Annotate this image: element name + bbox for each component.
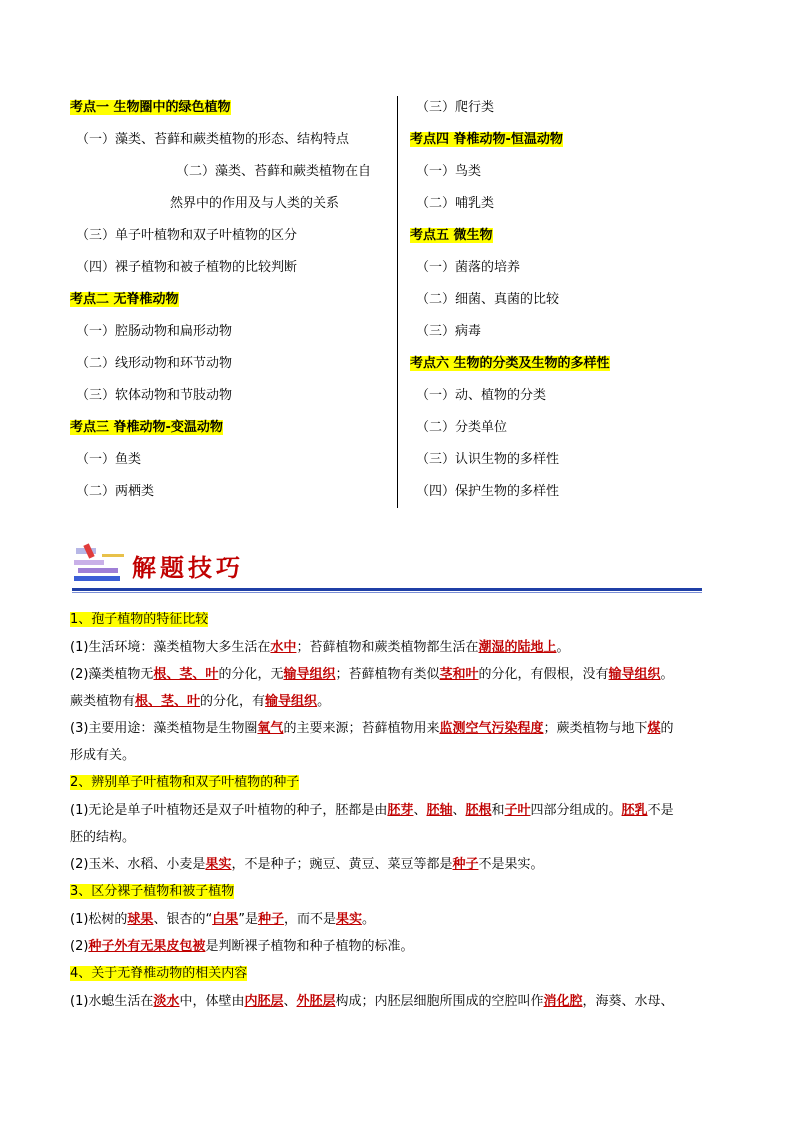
toc-subtopic (410, 380, 740, 412)
toc-text: 考点二 无脊椎动物 (70, 292, 179, 307)
tip-paragraph (70, 851, 730, 878)
text-run: 的分化，有 (200, 694, 266, 709)
toc-text: （二）两栖类 (76, 484, 155, 499)
toc-topic-heading (410, 348, 740, 380)
key-term: 子叶 (504, 803, 531, 818)
text-run: (2)玉米、水稻、小麦是 (70, 857, 206, 872)
text-run: 、 (283, 994, 297, 1009)
toc-topic-heading (410, 220, 740, 252)
key-term: 输导组织 (265, 694, 318, 709)
key-term: 氧气 (257, 721, 284, 736)
key-term: 胚根 (465, 803, 492, 818)
banner-title: 解题技巧 (132, 553, 244, 582)
text-run: ，海葵、水母、 (582, 994, 674, 1009)
key-term: 煤 (647, 721, 661, 736)
text-run: 的 (660, 721, 674, 736)
key-term: 茎和叶 (439, 667, 479, 682)
key-term: 监测空气污染程度 (439, 721, 544, 736)
key-term: 种子 (452, 857, 479, 872)
toc-subtopic (70, 316, 395, 348)
key-term: 果实 (335, 912, 362, 927)
text-run: 。 (556, 640, 570, 655)
toc-subtopic (70, 476, 395, 508)
toc-text: 考点六 生物的分类及生物的多样性 (410, 356, 610, 371)
tip-heading-text: 4、关于无脊椎动物的相关内容 (70, 966, 248, 981)
text-run: 。 (317, 694, 331, 709)
tip-paragraph (70, 634, 730, 661)
text-run: ，而不是 (283, 912, 336, 927)
key-term: 消化腔 (543, 994, 583, 1009)
toc-subtopic (410, 92, 740, 124)
banner-rule-thin (72, 592, 702, 593)
text-run: 的分化，无 (218, 667, 284, 682)
toc-text: （二）线形动物和环节动物 (76, 356, 233, 371)
text-run: (1)水螅生活在 (70, 994, 154, 1009)
toc-text: （一）动、植物的分类 (416, 388, 547, 403)
toc-text: （一）鸟类 (416, 164, 482, 179)
toc-right-column (410, 92, 740, 508)
text-run: 四部分组成的。 (530, 803, 622, 818)
text-run: 、 (452, 803, 466, 818)
toc-text: （三）单子叶植物和双子叶植物的区分 (76, 228, 298, 243)
toc-section (0, 92, 794, 512)
toc-text: （三）爬行类 (416, 100, 495, 115)
toc-text: （三）软体动物和节肢动物 (76, 388, 233, 403)
text-run: (1)松树的 (70, 912, 128, 927)
text-run: 中，体壁由 (179, 994, 245, 1009)
toc-text: 然界中的作用及与人类的关系 (170, 196, 340, 211)
toc-subtopic (410, 284, 740, 316)
text-run: 不是 (647, 803, 674, 818)
text-run: 构成；内胚层细胞所围成的空腔叫作 (335, 994, 544, 1009)
tip-heading-text: 3、区分裸子植物和被子植物 (70, 884, 235, 899)
toc-topic-heading (70, 412, 395, 444)
toc-text: 考点三 脊椎动物-变温动物 (70, 420, 223, 435)
text-run: ，不是种子；豌豆、黄豆、菜豆等都是 (231, 857, 453, 872)
toc-text: （二）细菌、真菌的比较 (416, 292, 560, 307)
text-run: 的分化，有假根，没有 (478, 667, 609, 682)
tip-paragraph (70, 715, 730, 742)
key-term: 外胚层 (296, 994, 336, 1009)
section-banner (72, 540, 702, 592)
toc-text: 考点五 微生物 (410, 228, 493, 243)
toc-subtopic (410, 476, 740, 508)
book-stack-icon (72, 540, 126, 586)
text-run: 和 (491, 803, 505, 818)
toc-text: （四）裸子植物和被子植物的比较判断 (76, 260, 298, 275)
toc-text: （三）认识生物的多样性 (416, 452, 560, 467)
text-run: (1)无论是单子叶植物还是双子叶植物的种子，胚都是由 (70, 803, 388, 818)
toc-text: （二）哺乳类 (416, 196, 495, 211)
key-term: 根、茎、叶 (153, 667, 219, 682)
toc-text: （二）分类单位 (416, 420, 508, 435)
tip-paragraph (70, 661, 730, 688)
toc-text: 考点一 生物圈中的绿色植物 (70, 100, 231, 115)
tips-section (70, 606, 730, 1015)
text-run: 。 (660, 667, 674, 682)
toc-text: （一）鱼类 (76, 452, 142, 467)
toc-text: （四）保护生物的多样性 (416, 484, 560, 499)
key-term: 淡水 (153, 994, 180, 1009)
key-term: 胚芽 (387, 803, 414, 818)
text-run: ”是 (238, 912, 258, 927)
key-term: 水中 (270, 640, 297, 655)
toc-subtopic (70, 252, 395, 284)
tip-paragraph (70, 933, 730, 960)
toc-topic-heading (70, 284, 395, 316)
key-term: 白果 (212, 912, 239, 927)
toc-text: （一）藻类、苔藓和蕨类植物的形态、结构特点 (76, 132, 350, 147)
toc-subtopic (70, 156, 395, 188)
key-term: 潮湿的陆地上 (478, 640, 557, 655)
key-term: 内胚层 (244, 994, 284, 1009)
toc-text: （三）病毒 (416, 324, 482, 339)
toc-text: （一）腔肠动物和扁形动物 (76, 324, 233, 339)
tip-heading (70, 880, 730, 904)
key-term: 输导组织 (283, 667, 336, 682)
key-term: 球果 (127, 912, 154, 927)
toc-left-column (70, 92, 395, 508)
text-run: ；蕨类植物与地下 (543, 721, 648, 736)
tip-heading (70, 771, 730, 795)
tip-heading-text: 2、辨别单子叶植物和双子叶植物的种子 (70, 775, 300, 790)
toc-subtopic (410, 412, 740, 444)
text-run: 蕨类植物有 (70, 694, 136, 709)
tip-paragraph (70, 824, 730, 851)
toc-subtopic (410, 156, 740, 188)
tip-paragraph (70, 988, 730, 1015)
key-term: 胚乳 (621, 803, 648, 818)
text-run: 不是果实。 (478, 857, 544, 872)
toc-subtopic (70, 188, 395, 220)
toc-subtopic (410, 444, 740, 476)
column-divider (397, 96, 398, 508)
text-run: (3)主要用途：藻类植物是生物圈 (70, 721, 258, 736)
tip-heading-text: 1、孢子植物的特征比较 (70, 612, 209, 627)
tip-paragraph (70, 906, 730, 933)
toc-subtopic (70, 348, 395, 380)
tip-heading (70, 962, 730, 986)
text-run: ；苔藓植物和蕨类植物都生活在 (296, 640, 479, 655)
text-run: 的主要来源；苔藓植物用来 (283, 721, 440, 736)
toc-subtopic (410, 252, 740, 284)
key-term: 种子外有无果皮包被 (88, 939, 206, 954)
text-run: (1)生活环境：藻类植物大多生活在 (70, 640, 271, 655)
key-term: 根、茎、叶 (135, 694, 201, 709)
text-run: 。 (362, 912, 376, 927)
text-run: ；苔藓植物有类似 (335, 667, 440, 682)
key-term: 胚轴 (426, 803, 453, 818)
toc-subtopic (70, 444, 395, 476)
toc-text: 考点四 脊椎动物-恒温动物 (410, 132, 563, 147)
key-term: 种子 (257, 912, 284, 927)
banner-rule (72, 588, 702, 591)
text-run: 、银杏的“ (153, 912, 213, 927)
key-term: 果实 (205, 857, 232, 872)
toc-subtopic (410, 188, 740, 220)
text-run: 胚的结构。 (70, 830, 136, 845)
tip-paragraph (70, 688, 730, 715)
key-term: 输导组织 (608, 667, 661, 682)
toc-text: （二）藻类、苔藓和蕨类植物在自 (176, 164, 372, 179)
tip-paragraph (70, 797, 730, 824)
text-run: (2) (70, 939, 89, 954)
toc-topic-heading (70, 92, 395, 124)
toc-subtopic (70, 380, 395, 412)
toc-subtopic (70, 124, 395, 156)
toc-topic-heading (410, 124, 740, 156)
toc-subtopic (70, 220, 395, 252)
text-run: (2)藻类植物无 (70, 667, 154, 682)
text-run: 形成有关。 (70, 748, 136, 763)
toc-subtopic (410, 316, 740, 348)
toc-text: （一）菌落的培养 (416, 260, 521, 275)
text-run: 、 (413, 803, 427, 818)
tip-heading (70, 608, 730, 632)
text-run: 是判断裸子植物和种子植物的标准。 (205, 939, 414, 954)
tip-paragraph (70, 742, 730, 769)
